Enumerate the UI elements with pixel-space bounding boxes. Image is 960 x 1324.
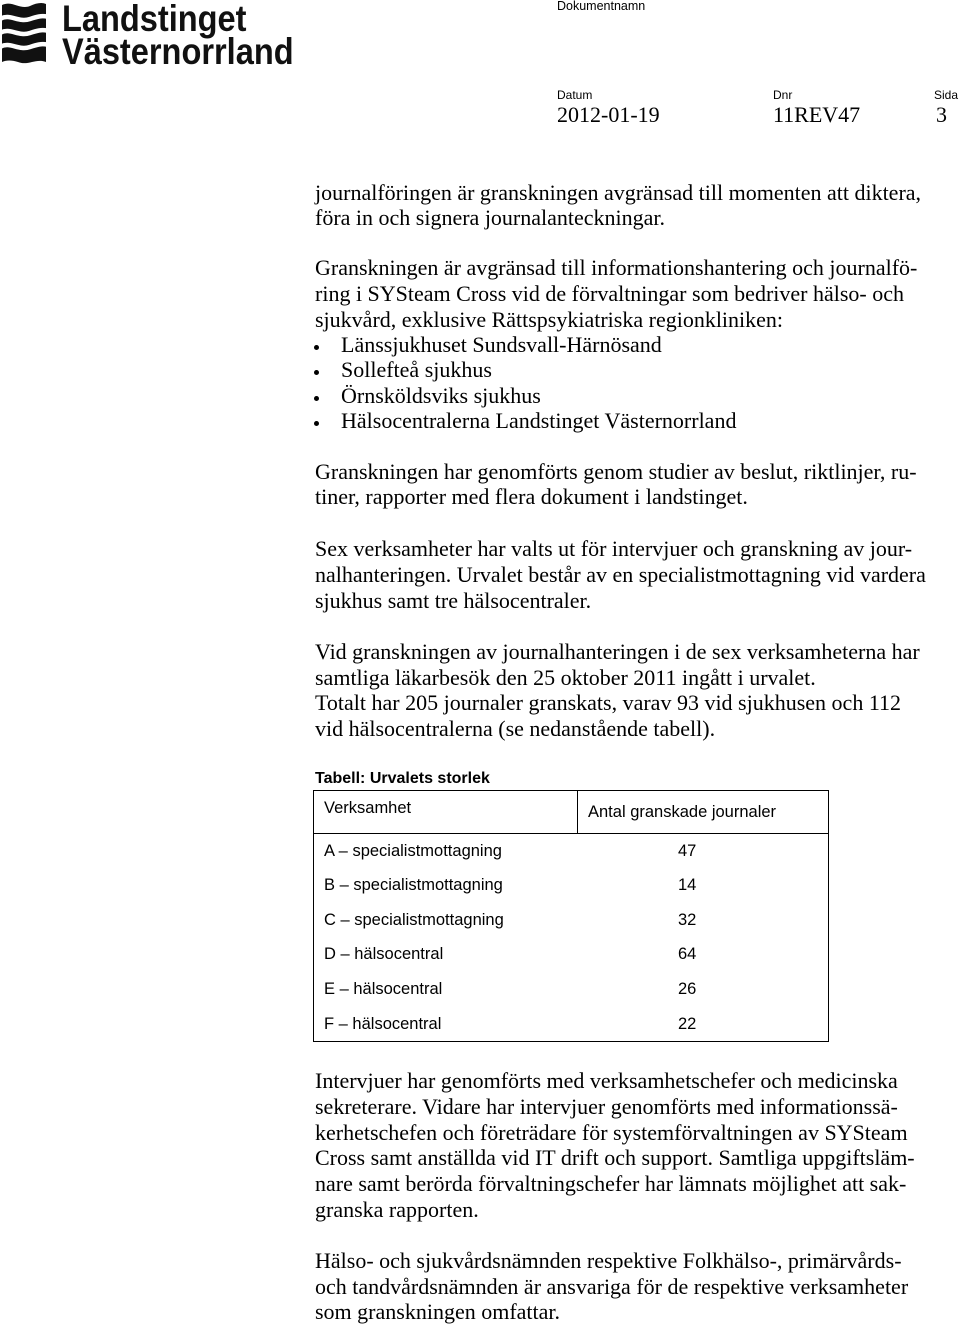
bullet-icon — [314, 345, 319, 350]
table-caption: Tabell: Urvalets storlek — [315, 770, 490, 787]
paragraph-2-line-1: Granskningen är avgränsad till informationshantering och journalfö- — [315, 255, 918, 280]
table-row-unit: C – specialistmottagning — [324, 911, 504, 929]
paragraph-6-line-2: sekreterare. Vidare har intervjuer genomförts med informationssä- — [315, 1094, 898, 1119]
paragraph-6-line-1: Intervjuer har genomförts med verksamhetschefer och medicinska — [315, 1068, 898, 1093]
paragraph-7-line-2: och tandvårdsnämnden är ansvariga för de respektive verksamheter — [315, 1274, 909, 1299]
table-row-count: 64 — [678, 945, 697, 963]
bullet-icon — [314, 421, 319, 426]
paragraph-6-line-4: Cross samt anställda vid IT drift och support. Samtliga uppgiftsläm- — [315, 1145, 915, 1170]
bullet-icon — [314, 396, 319, 401]
table-header-divider — [314, 833, 828, 834]
paragraph-2-line-2: ring i SYSteam Cross vid de förvaltningar som bedriver hälso- och — [315, 281, 905, 306]
page-label: Sida — [934, 88, 959, 102]
table-row-count: 32 — [678, 911, 697, 929]
bullet-item-1: Länssjukhuset Sundsvall-Härnösand — [341, 332, 662, 357]
bullet-item-3: Örnsköldsviks sjukhus — [341, 383, 541, 408]
paragraph-5-line-2: samtliga läkarbesök den 25 oktober 2011 ingått i urvalet. — [315, 665, 816, 690]
paragraph-7-line-3: som granskningen omfattar. — [315, 1299, 561, 1324]
table-row-unit: A – specialistmottagning — [324, 842, 502, 860]
table-column-divider — [577, 791, 578, 833]
paragraph-1-line-2: föra in och signera journalanteckningar. — [315, 205, 666, 230]
table-row-unit: F – hälsocentral — [324, 1015, 442, 1033]
dnr-value: 11REV47 — [773, 102, 861, 127]
bullet-icon — [314, 370, 319, 375]
table-header-count: Antal granskade journaler — [588, 803, 777, 821]
table-row-count: 26 — [678, 980, 697, 998]
paragraph-5-line-4: vid hälsocentralerna (se nedanstående tabell). — [315, 716, 716, 741]
paragraph-7-line-1: Hälso- och sjukvårdsnämnden respektive Folkhälso-, primärvårds- — [315, 1248, 902, 1273]
table-row-count: 22 — [678, 1015, 697, 1033]
date-label: Datum — [557, 88, 593, 102]
paragraph-5-line-1: Vid granskningen av journalhanteringen i de sex verksamheterna har — [315, 639, 920, 664]
page-number: 3 — [936, 102, 947, 127]
paragraph-3-line-2: tiner, rapporter med flera dokument i landstinget. — [315, 484, 748, 509]
table-row-count: 47 — [678, 842, 697, 860]
table-row-unit: B – specialistmottagning — [324, 876, 503, 894]
sample-size-table — [313, 790, 829, 1042]
paragraph-4-line-1: Sex verksamheter har valts ut för intervjuer och granskning av jour- — [315, 536, 913, 561]
table-row-unit: E – hälsocentral — [324, 980, 443, 998]
dnr-label: Dnr — [773, 88, 793, 102]
date-value: 2012-01-19 — [557, 102, 660, 127]
landstinget-emblem-icon — [0, 0, 48, 66]
paragraph-5-line-3: Totalt har 205 journaler granskats, varav 93 vid sjukhusen och 112 — [315, 690, 902, 715]
paragraph-4-line-3: sjukhus samt tre hälsocentraler. — [315, 588, 592, 613]
bullet-item-2: Sollefteå sjukhus — [341, 357, 492, 382]
document-name-label: Dokumentnamn — [557, 0, 646, 13]
logo-text-line-2: Västernorrland — [62, 31, 294, 72]
paragraph-2-line-3: sjukvård, exklusive Rättspsykiatriska regionkliniken: — [315, 307, 784, 332]
paragraph-3-line-1: Granskningen har genomförts genom studier av beslut, riktlinjer, ru- — [315, 459, 917, 484]
table-row-unit: D – hälsocentral — [324, 945, 444, 963]
logo-text-line-1: Landstinget — [62, 0, 247, 39]
table-row-count: 14 — [678, 876, 697, 894]
paragraph-6-line-5: nare samt berörda förvaltningschefer har lämnats möjlighet att sak- — [315, 1171, 907, 1196]
paragraph-1-line-1: journalföringen är granskningen avgränsad till momenten att diktera, — [315, 180, 922, 205]
bullet-item-4: Hälsocentralerna Landstinget Västernorrland — [341, 408, 737, 433]
paragraph-6-line-6: granska rapporten. — [315, 1197, 479, 1222]
paragraph-4-line-2: nalhanteringen. Urvalet består av en specialistmottagning vid vardera — [315, 562, 926, 587]
table-header-unit: Verksamhet — [324, 799, 412, 817]
paragraph-6-line-3: kerhetschefen och företrädare för systemförvaltningen av SYSteam — [315, 1120, 908, 1145]
